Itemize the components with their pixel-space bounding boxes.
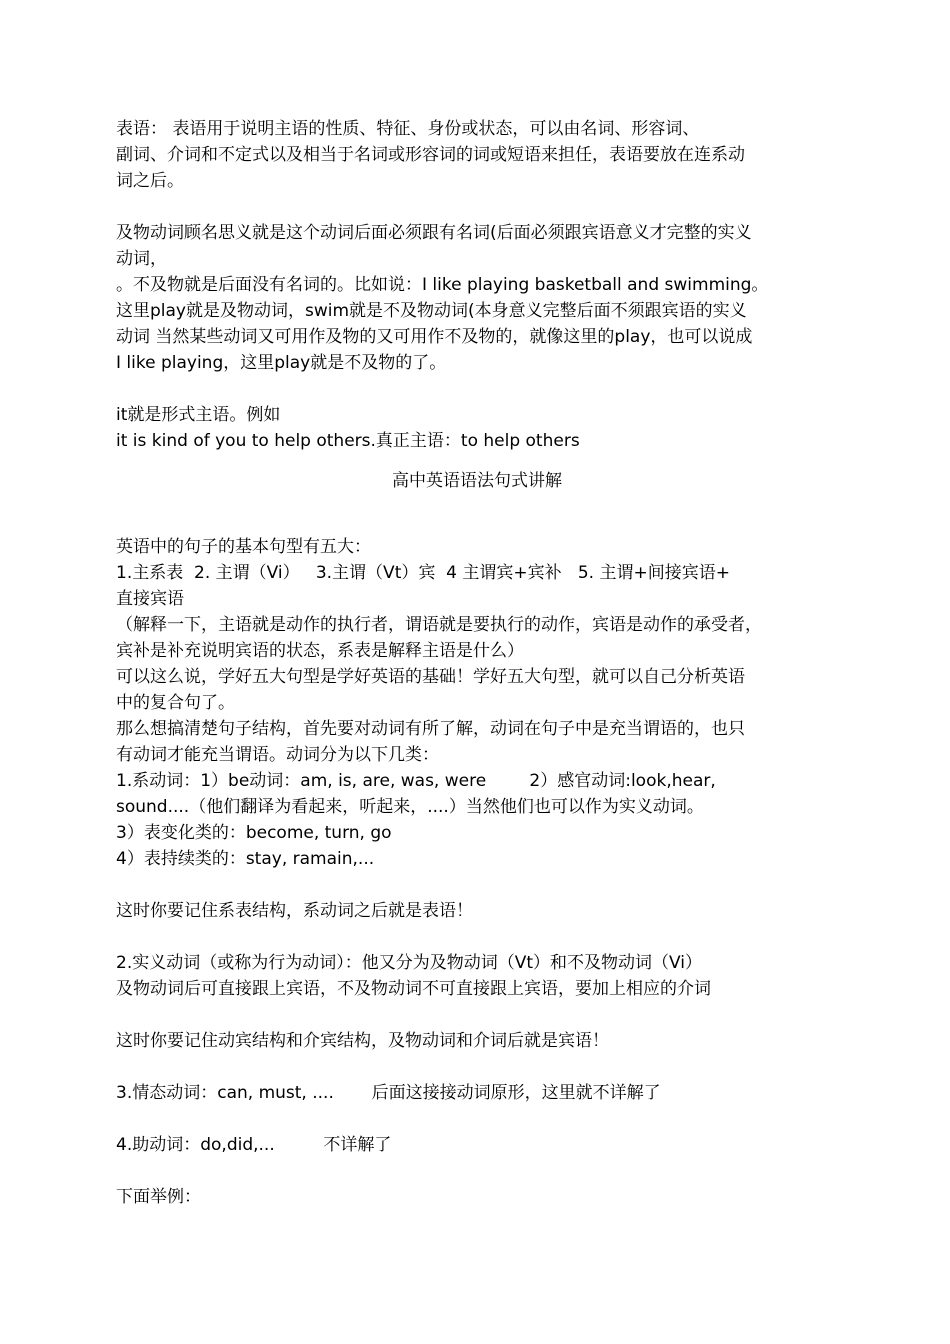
sentence-patterns-list-1: 1.主系表 2. 主谓（Vi） 3.主谓（Vt）宾 4 主谓宾+宾补 5. 主谓+间接宾语+ [116,563,730,583]
linking-verb-note: 这时你要记住系表结构，系动词之后就是表语！ [116,901,473,921]
linking-verbs-line-2: sound....（他们翻译为看起来，听起来，....）当然他们也可以作为实义动词。 [116,797,704,817]
section-title: 高中英语语法句式讲解 [392,471,562,491]
auxiliary-verbs-line: 4.助动词：do,did,... 不详解了 [116,1135,392,1155]
modal-verbs-line: 3.情态动词：can, must, .... 后面这接接动词原形，这里就不详解了 [116,1083,661,1103]
explanation-line-1: （解释一下，主语就是动作的执行者，谓语就是要执行的动作，宾语是动作的承受者， [116,615,762,635]
document-page [116,116,838,1210]
transitive-verb-line-6: I like playing，这里play就是不及物的了。 [116,353,447,373]
importance-line-1: 可以这么说，学好五大句型是学好英语的基础！学好五大句型，就可以自己分析英语 [116,667,745,687]
formal-subject-line-2: it is kind of you to help others.真正主语：to help others [116,431,580,451]
examples-heading: 下面举例： [116,1187,201,1207]
action-verbs-line-1: 2.实义动词（或称为行为动词）：他又分为及物动词（Vt）和不及物动词（Vi） [116,953,702,973]
linking-verbs-line-4: 4）表持续类的：stay, ramain,... [116,849,375,869]
transitive-verb-line-1: 及物动词顾名思义就是这个动词后面必须跟有名词(后面必须跟宾语意义才完整的实义 [116,223,752,243]
predicative-definition-line-1: 表语： 表语用于说明主语的性质、特征、身份或状态，可以由名词、形容词、 [116,119,700,139]
formal-subject-line-1: it就是形式主语。例如 [116,405,281,425]
transitive-verb-line-5: 动词 当然某些动词又可用作及物的又可用作不及物的，就像这里的play，也可以说成 [116,327,753,347]
transitive-verb-line-4: 这里play就是及物动词，swim就是不及物动词(本身意义完整后面不须跟宾语的实义 [116,301,747,321]
sentence-patterns-list-2: 直接宾语 [116,589,184,609]
transitive-verb-line-3: 。不及物就是后面没有名词的。比如说：I like playing basketball and swimming。 [116,275,769,295]
explanation-line-2: 宾补是补充说明宾语的状态，系表是解释主语是什么） [116,641,524,661]
sentence-patterns-intro: 英语中的句子的基本句型有五大： [116,537,371,557]
transitive-verb-line-2: 动词， [116,249,167,269]
importance-line-2: 中的复合句了。 [116,693,235,713]
predicative-definition-line-3: 词之后。 [116,171,184,191]
linking-verbs-line-1: 1.系动词：1）be动词：am, is, are, was, were 2）感官动词:look,hear, [116,771,716,791]
action-verbs-line-2: 及物动词后可直接跟上宾语，不及物动词不可直接跟上宾语，要加上相应的介词 [116,979,711,999]
object-structure-note: 这时你要记住动宾结构和介宾结构，及物动词和介词后就是宾语！ [116,1031,609,1051]
linking-verbs-line-3: 3）表变化类的：become, turn, go [116,823,392,843]
verb-intro-line-1: 那么想搞清楚句子结构，首先要对动词有所了解，动词在句子中是充当谓语的，也只 [116,719,745,739]
verb-intro-line-2: 有动词才能充当谓语。动词分为以下几类： [116,745,439,765]
predicative-definition-line-2: 副词、介词和不定式以及相当于名词或形容词的词或短语来担任，表语要放在连系动 [116,145,745,165]
